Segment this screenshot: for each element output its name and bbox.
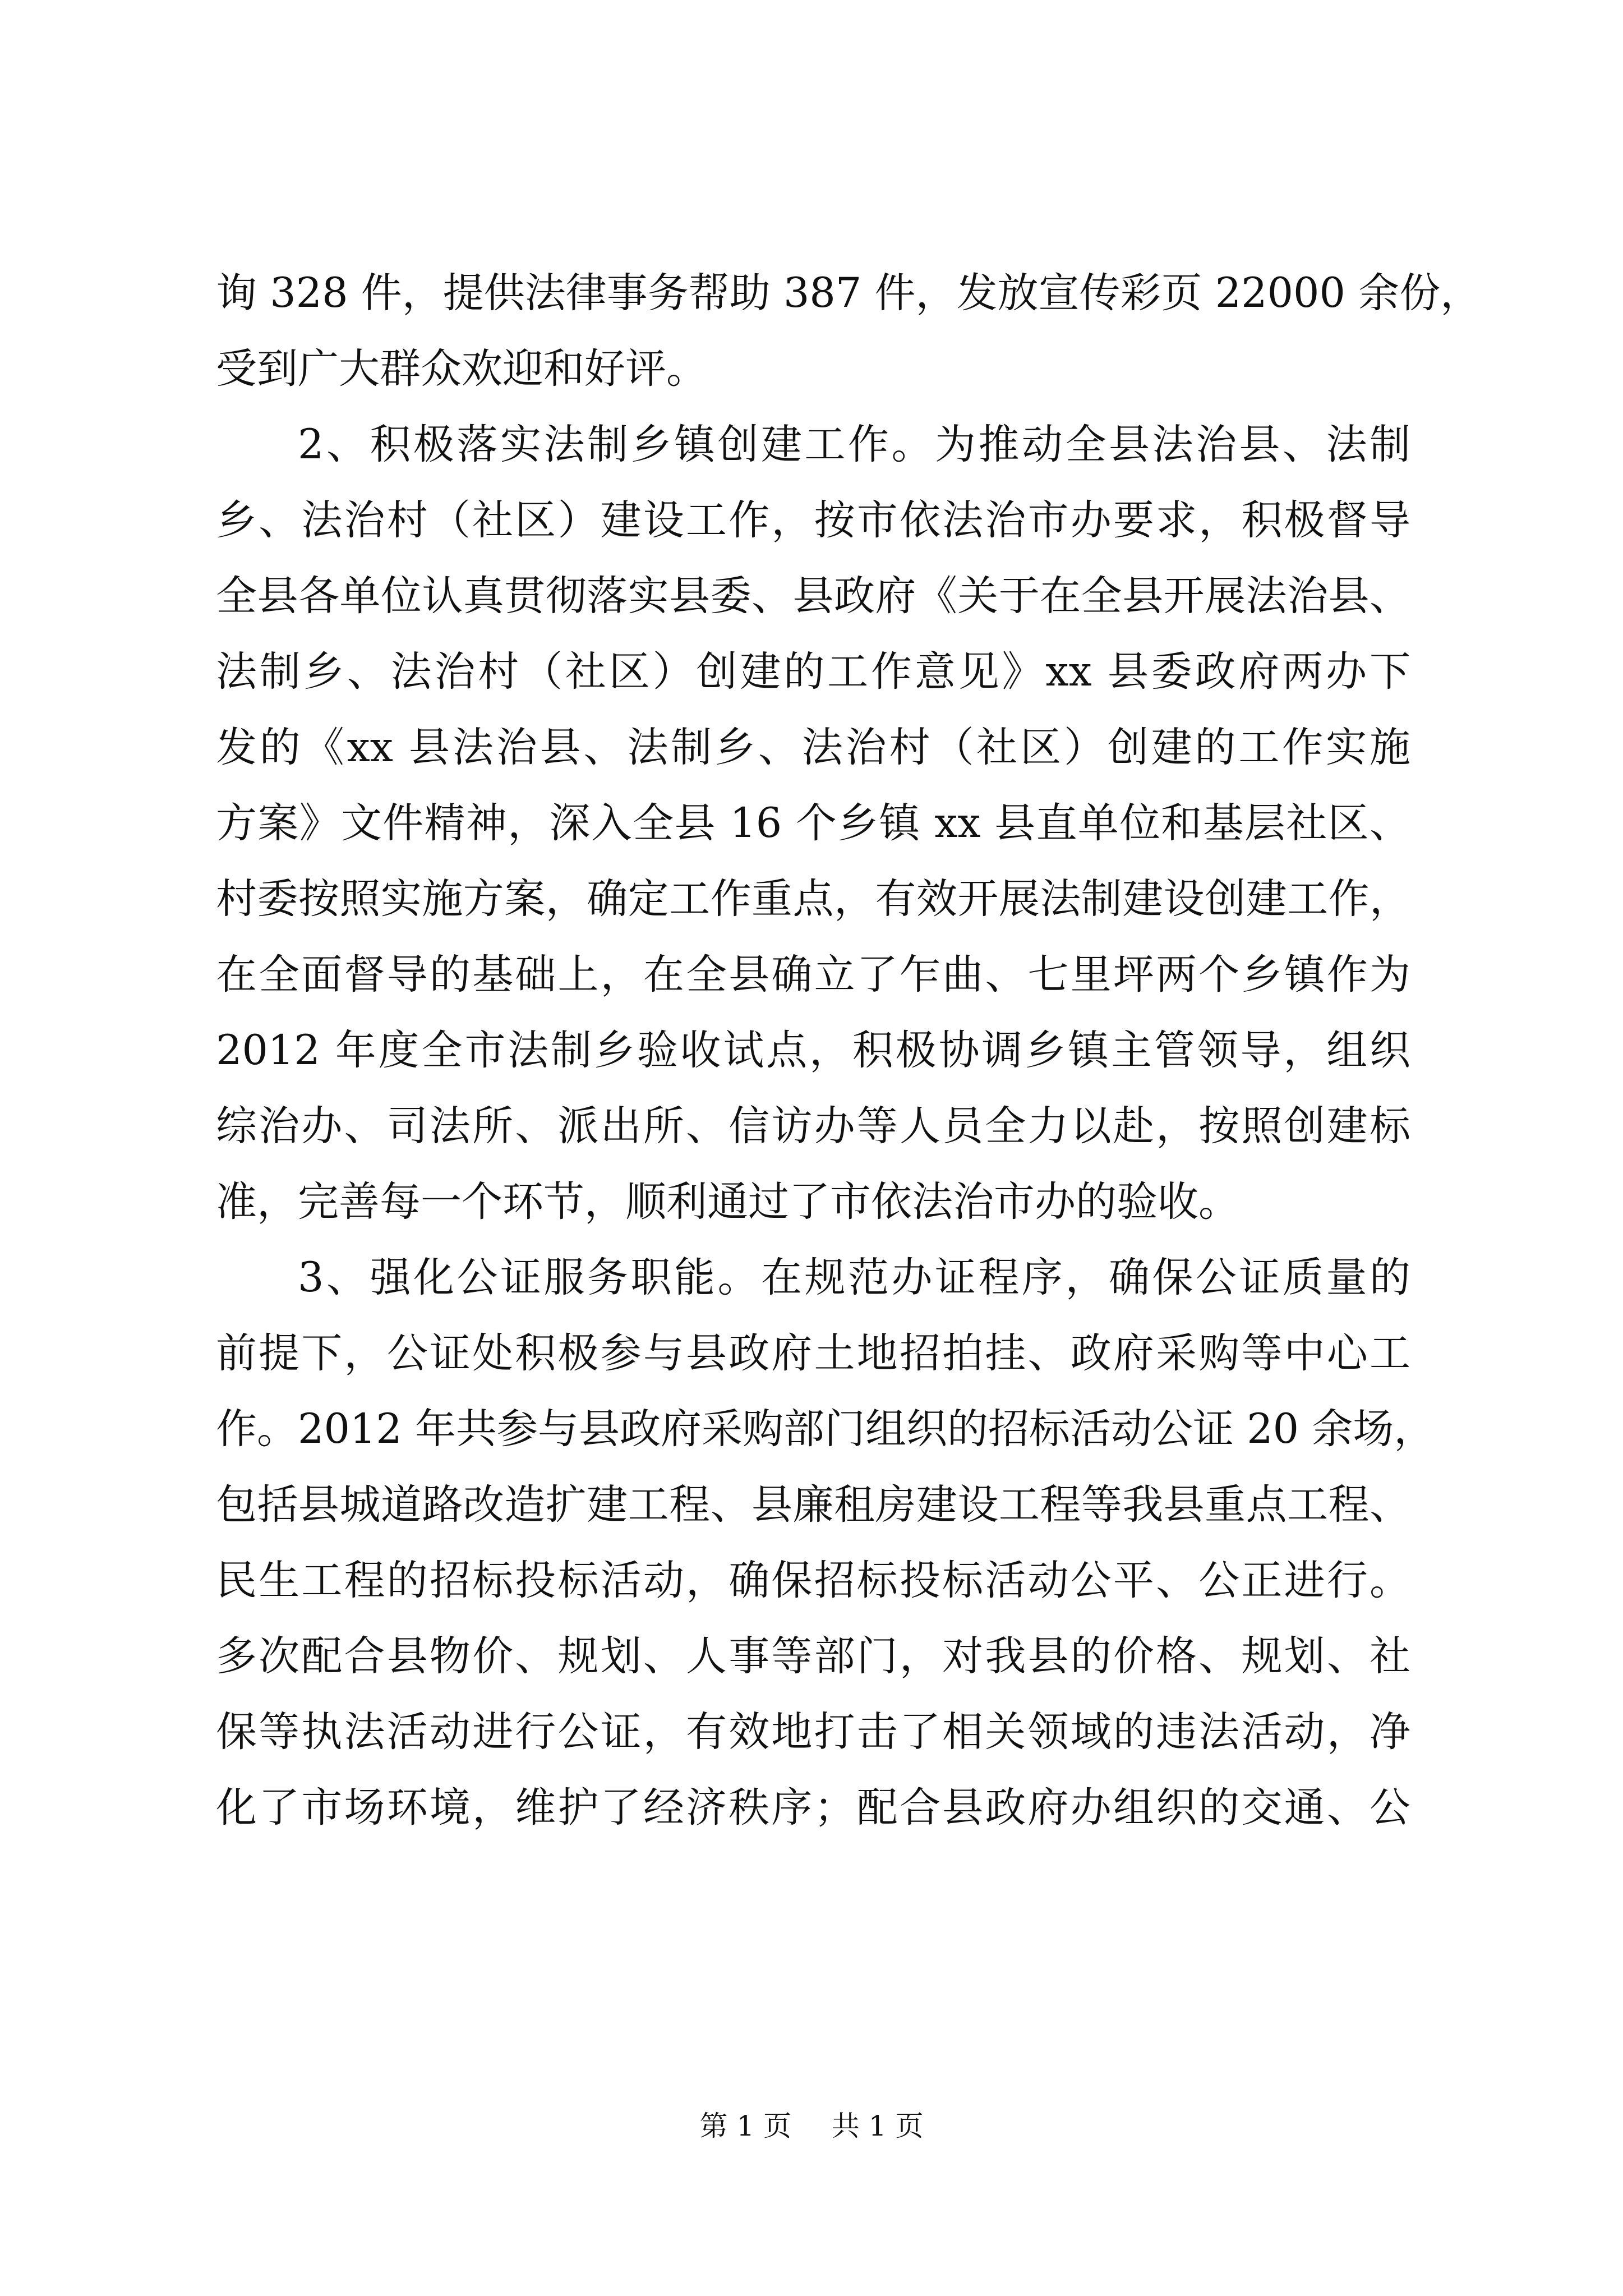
text-line: 民生工程的招标投标活动，确保招标投标活动公平、公正进行。 — [216, 1557, 1410, 1604]
text-line: 包括县城道路改造扩建工程、县廉租房建设工程等我县重点工程、 — [216, 1481, 1410, 1529]
text-line: 准，完善每一个环节，顺利通过了市依法治市办的验收。 — [216, 1178, 1239, 1226]
text-line: 多次配合县物价、规划、人事等部门，对我县的价格、规划、社 — [216, 1632, 1410, 1680]
text-line: 村委按照实施方案，确定工作重点，有效开展法制建设创建工作， — [216, 875, 1410, 923]
text-line: 发的《xx 县法治县、法制乡、法治村（社区）创建的工作实施 — [216, 724, 1410, 771]
text-line: 综治办、司法所、派出所、信访办等人员全力以赴，按照创建标 — [216, 1102, 1410, 1150]
page-number: 第 1 页 — [699, 2110, 792, 2142]
text-line: 化了市场环境，维护了经济秩序；配合县政府办组织的交通、公 — [216, 1784, 1410, 1832]
text-line: 方案》文件精神，深入全县 16 个乡镇 xx 县直单位和基层社区、 — [216, 799, 1410, 847]
text-line: 前提下，公证处积极参与县政府土地招拍挂、政府采购等中心工 — [216, 1329, 1410, 1377]
text-line: 乡、法治村（社区）建设工作，按市依法治市办要求，积极督导 — [216, 496, 1410, 544]
text-line: 在全面督导的基础上，在全县确立了乍曲、七里坪两个乡镇作为 — [216, 951, 1410, 999]
text-line: 2012 年度全市法制乡验收试点，积极协调乡镇主管领导，组织 — [216, 1027, 1410, 1074]
text-line: 2、积极落实法制乡镇创建工作。为推动全县法治县、法制 — [298, 421, 1410, 468]
page-footer — [0, 2106, 1623, 2146]
text-line: 受到广大群众欢迎和好评。 — [216, 345, 707, 393]
text-line: 3、强化公证服务职能。在规范办证程序，确保公证质量的 — [298, 1254, 1410, 1301]
text-line: 全县各单位认真贯彻落实县委、县政府《关于在全县开展法治县、 — [216, 572, 1410, 620]
text-line: 作。2012 年共参与县政府采购部门组织的招标活动公证 20 余场， — [216, 1405, 1435, 1453]
text-line: 保等执法活动进行公证，有效地打击了相关领域的违法活动，净 — [216, 1708, 1410, 1756]
text-line: 法制乡、法治村（社区）创建的工作意见》xx 县委政府两办下 — [216, 648, 1410, 696]
text-line: 询 328 件，提供法律事务帮助 387 件，发放宣传彩页 22000 余份， — [216, 269, 1482, 317]
document-body — [216, 255, 1482, 1846]
page-total: 共 1 页 — [831, 2110, 924, 2142]
